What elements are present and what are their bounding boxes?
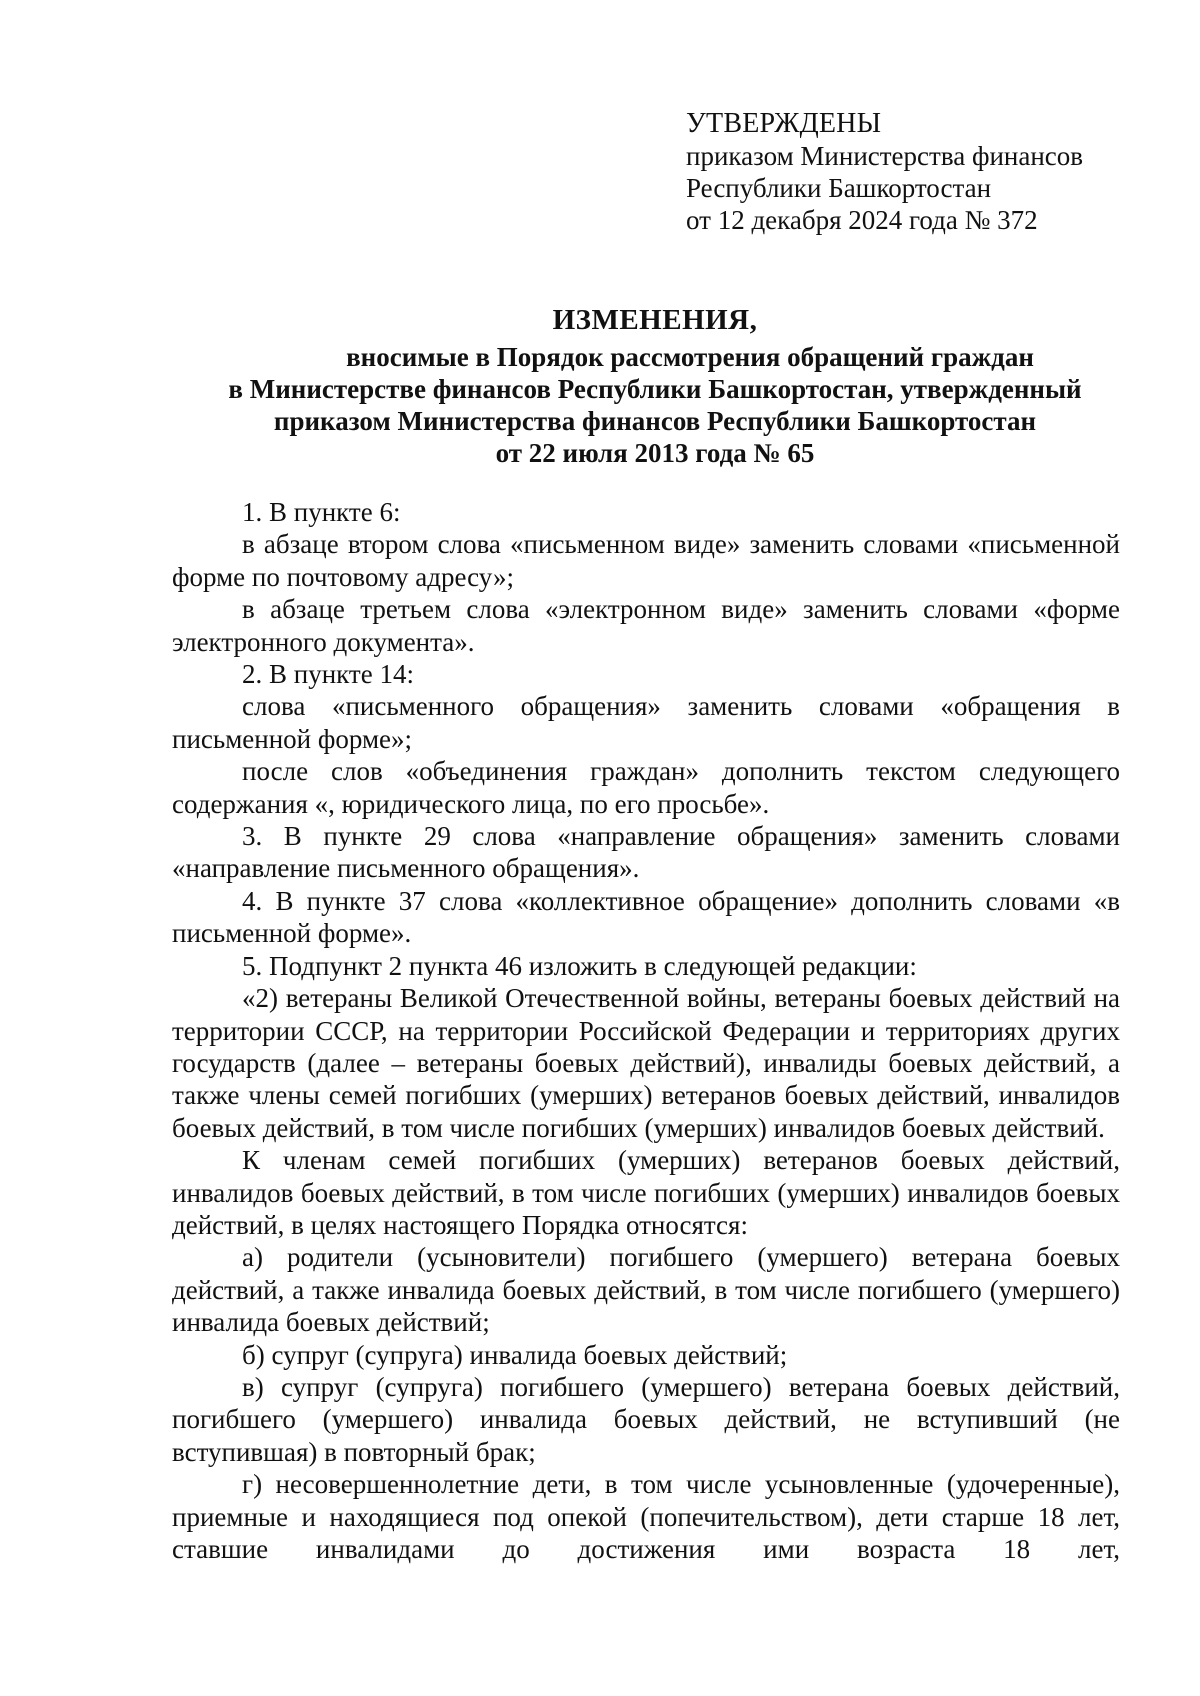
paragraph: 1. В пункте 6: xyxy=(242,497,401,527)
title-main: ИЗМЕНЕНИЯ, xyxy=(552,304,758,336)
paragraph: 5. Подпункт 2 пункта 46 изложить в следующей редакции: xyxy=(242,950,917,981)
paragraph: а) родители (усыновители) погибшего (умершего) ветерана боевых действий, а также инвалида боевых действий, в том числе погибшего (умершего) инвалида боевых действий; xyxy=(172,1242,1120,1338)
paragraph: в абзаце третьем слова «электронном виде» заменить словами «форме электронного документа». xyxy=(172,594,1120,657)
paragraph: «2) ветераны Великой Отечественной войны, ветераны боевых действий на территории СССР, на территории Российской Федерации и территориях других государств (далее – ветераны боевых действий), инвалиды боевых действий, а также члены семей погибших (умерших) ветеранов боевых действий, инвалидов боевых действий, в том числе погибших (умерших) инвалидов боевых действий. xyxy=(172,983,1120,1143)
paragraph: 4. В пункте 37 слова «коллективное обращение» дополнить словами «в письменной форме». xyxy=(172,885,1120,949)
paragraph: 3. В пункте 29 слова «направление обращения» заменить словами «направление письменного обращения». xyxy=(172,821,1120,884)
paragraph: в абзаце втором слова «письменном виде» заменить словами «письменной форме по почтовому адресу»; xyxy=(172,529,1120,592)
approval-stamp xyxy=(686,108,1146,236)
approval-heading: УТВЕРЖДЕНЫ xyxy=(686,108,882,139)
title-line-3: приказом Министерства финансов Республики Башкортостан xyxy=(273,406,1037,436)
title-line-2: в Министерстве финансов Республики Башкортостан, утвержденный xyxy=(228,374,1082,404)
paragraph: в) супруг (супруга) погибшего (умершего) ветерана боевых действий, погибшего (умершего) инвалида боевых действий, не вступивший (не вступившая) в повторный брак; xyxy=(172,1371,1120,1467)
paragraph: К членам семей погибших (умерших) ветеранов боевых действий, инвалидов боевых действий, в том числе погибших (умерших) инвалидов боевых действий, в целях настоящего Порядка относятся: xyxy=(172,1145,1120,1240)
paragraph: г) несовершеннолетние дети, в том числе усыновленные (удочеренные), приемные и находящиеся под опекой (попечительством), дети старше 18 лет, ставшие инвалидами до достижения ими возраста 18 лет, xyxy=(172,1469,1120,1564)
paragraph: слова «письменного обращения» заменить словами «обращения в письменной форме»; xyxy=(172,691,1120,754)
approval-line-1: приказом Министерства финансов xyxy=(686,141,1084,171)
paragraph: 2. В пункте 14: xyxy=(242,659,414,690)
document-title xyxy=(190,304,1120,469)
paragraph: б) супруг (супруга) инвалида боевых действий; xyxy=(242,1339,788,1370)
title-line-1: вносимые в Порядок рассмотрения обращений граждан xyxy=(346,342,1034,372)
paragraph: после слов «объединения граждан» дополнить текстом следующего содержания «, юридического лица, по его просьбе». xyxy=(172,756,1120,819)
title-line-4: от 22 июля 2013 года № 65 xyxy=(495,438,815,468)
approval-line-3: от 12 декабря 2024 года № 372 xyxy=(686,205,1038,235)
document-body xyxy=(172,496,1120,1565)
approval-line-2: Республики Башкортостан xyxy=(686,173,992,203)
